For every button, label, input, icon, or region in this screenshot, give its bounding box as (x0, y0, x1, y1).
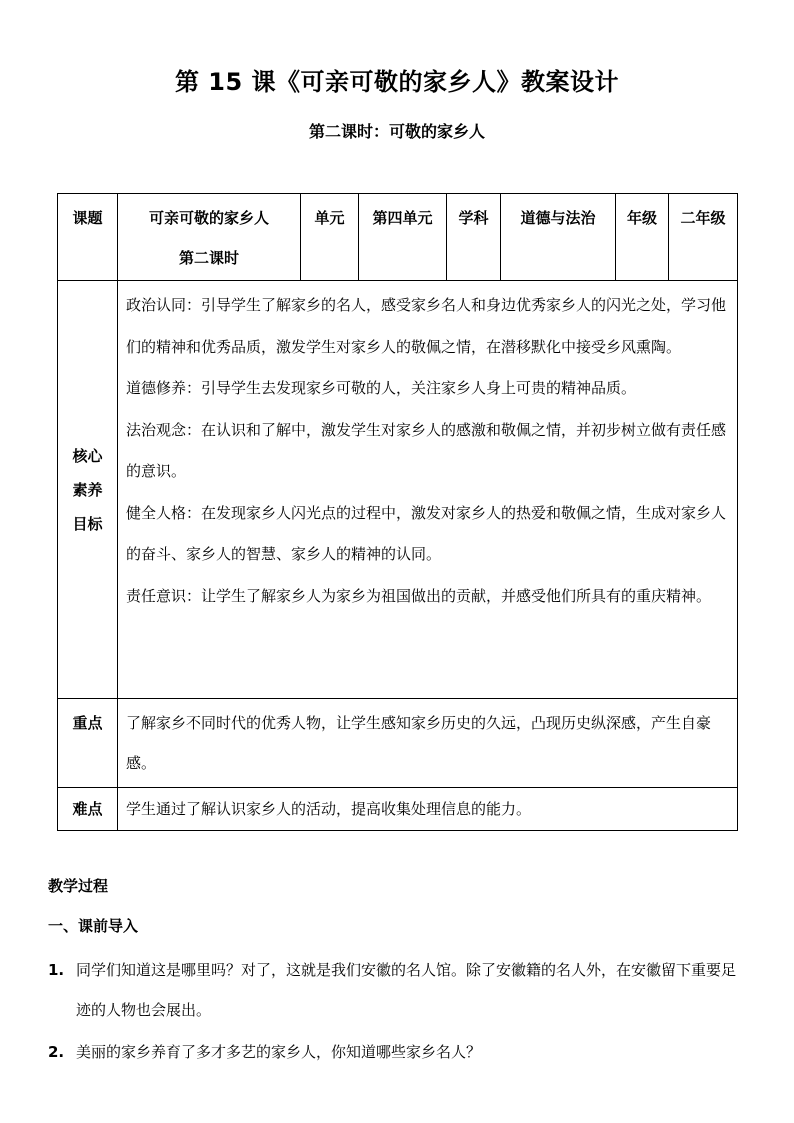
difficulty-text: 学生通过了解认识家乡人的活动，提高收集处理信息的能力。 (118, 788, 738, 831)
unit-label: 单元 (301, 194, 359, 281)
list-item-text: 同学们知道这是哪里吗？对了，这就是我们安徽的名人馆。除了安徽籍的名人外，在安徽留下重要足迹的人物也会展出。 (76, 961, 737, 1019)
goal-moral: 道德修养：引导学生去发现家乡可敬的人，关注家乡人身上可贵的精神品质。 (126, 379, 637, 397)
goal-law: 法治观念：在认识和了解中，激发学生对家乡人的感激和敬佩之情，并初步树立做有责任感的意识。 (126, 420, 727, 480)
core-goals-label-line1: 核心 (72, 446, 103, 465)
difficulty-row (58, 788, 738, 831)
topic-label: 课题 (58, 194, 118, 281)
grade-value: 二年级 (669, 194, 738, 281)
grade-label: 年级 (616, 194, 669, 281)
core-goals-label-line3: 目标 (72, 514, 103, 533)
subject-label: 学科 (447, 194, 501, 281)
unit-value: 第四单元 (359, 194, 447, 281)
core-goals-row (58, 281, 738, 699)
process-title: 教学过程 (48, 877, 109, 895)
list-item (48, 950, 748, 1030)
table-header-row (58, 194, 738, 281)
key-point-label: 重点 (58, 699, 118, 788)
goal-responsibility: 责任意识：让学生了解家乡人为家乡为祖国做出的贡献，并感受他们所具有的重庆精神。 (126, 586, 712, 605)
key-point-row (58, 699, 738, 788)
goal-political: 政治认同：引导学生了解家乡的名人，感受家乡名人和身边优秀家乡人的闪光之处，学习他们的精神和优秀品质，激发学生对家乡人的敬佩之情，在潜移默化中接受乡风熏陶。 (126, 296, 727, 356)
key-point-text: 了解家乡不同时代的优秀人物，让学生感知家乡历史的久远，凸现历史纵深感，产生自豪感。 (118, 699, 738, 788)
core-goals-label (58, 281, 118, 699)
core-goals-content (118, 281, 738, 699)
subject-value: 道德与法治 (501, 194, 616, 281)
core-goals-label-line2: 素养 (72, 480, 103, 499)
topic-value (118, 194, 301, 281)
lesson-plan-table (57, 193, 738, 831)
list-item (48, 1032, 748, 1072)
list-item-number: 1. (48, 961, 65, 979)
difficulty-label: 难点 (58, 788, 118, 831)
document-subtitle: 第二课时：可敬的家乡人 (308, 122, 485, 141)
topic-value-line1: 可亲可敬的家乡人 (148, 209, 269, 227)
document-title: 第 15 课《可亲可敬的家乡人》教案设计 (174, 68, 620, 96)
topic-value-line2: 第二课时 (178, 249, 239, 267)
goal-personality: 健全人格：在发现家乡人闪光点的过程中，激发对家乡人的热爱和敬佩之情，生成对家乡人的奋斗、家乡人的智慧、家乡人的精神的认同。 (126, 503, 727, 563)
section-intro-title: 一、课前导入 (48, 917, 139, 935)
list-item-number: 2. (48, 1043, 65, 1061)
list-item-text: 美丽的家乡养育了多才多艺的家乡人，你知道哪些家乡名人？ (76, 1043, 482, 1061)
